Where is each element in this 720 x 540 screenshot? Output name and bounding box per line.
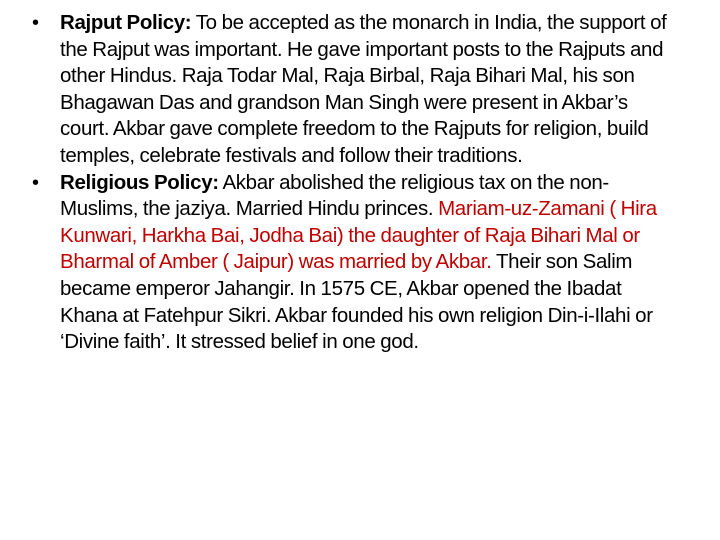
bullet-heading: Religious Policy: (60, 170, 219, 194)
bullet-body: Akbar abolished the religious tax on the non-Muslims, the jaziya. Married Hindu princes. (60, 170, 609, 221)
bullet-marker: • (32, 171, 39, 194)
bullet-list (30, 10, 680, 356)
bullet-marker: • (32, 12, 39, 34)
bullet-body-continued: Their son Salim became emperor Jahangir. In 1575 CE, Akbar opened the Ibadat Khana at Fatehpur Sikri. Akbar founded his own religion Din-i-Ilahi or ‘Divine faith’. It stressed belief in one god. (60, 250, 653, 354)
bullet-heading: Rajput Policy: (60, 11, 192, 34)
bullet-body: To be accepted as the monarch in India, the support of the Rajput was important. He gave important posts to the Rajputs and other Hindus. Raja Todar Mal, Raja Birbal, Raja Bihari Mal, his son Bhagawan Das and grandson Man Singh were present in Akbar’s court. Akbar gave complete freedom to the Rajputs for religion, build temples, celebrate festivals and follow their traditions. (60, 11, 667, 167)
bullet-highlight: Mariam-uz-Zamani ( Hira Kunwari, Harkha Bai, Jodha Bai) the daughter of Raja Bihari Mal or Bharmal of Amber ( Jaipur) was married by Akbar. (60, 197, 657, 274)
bullet-rajput-policy (30, 10, 680, 170)
bullet-religious-policy (30, 170, 680, 356)
